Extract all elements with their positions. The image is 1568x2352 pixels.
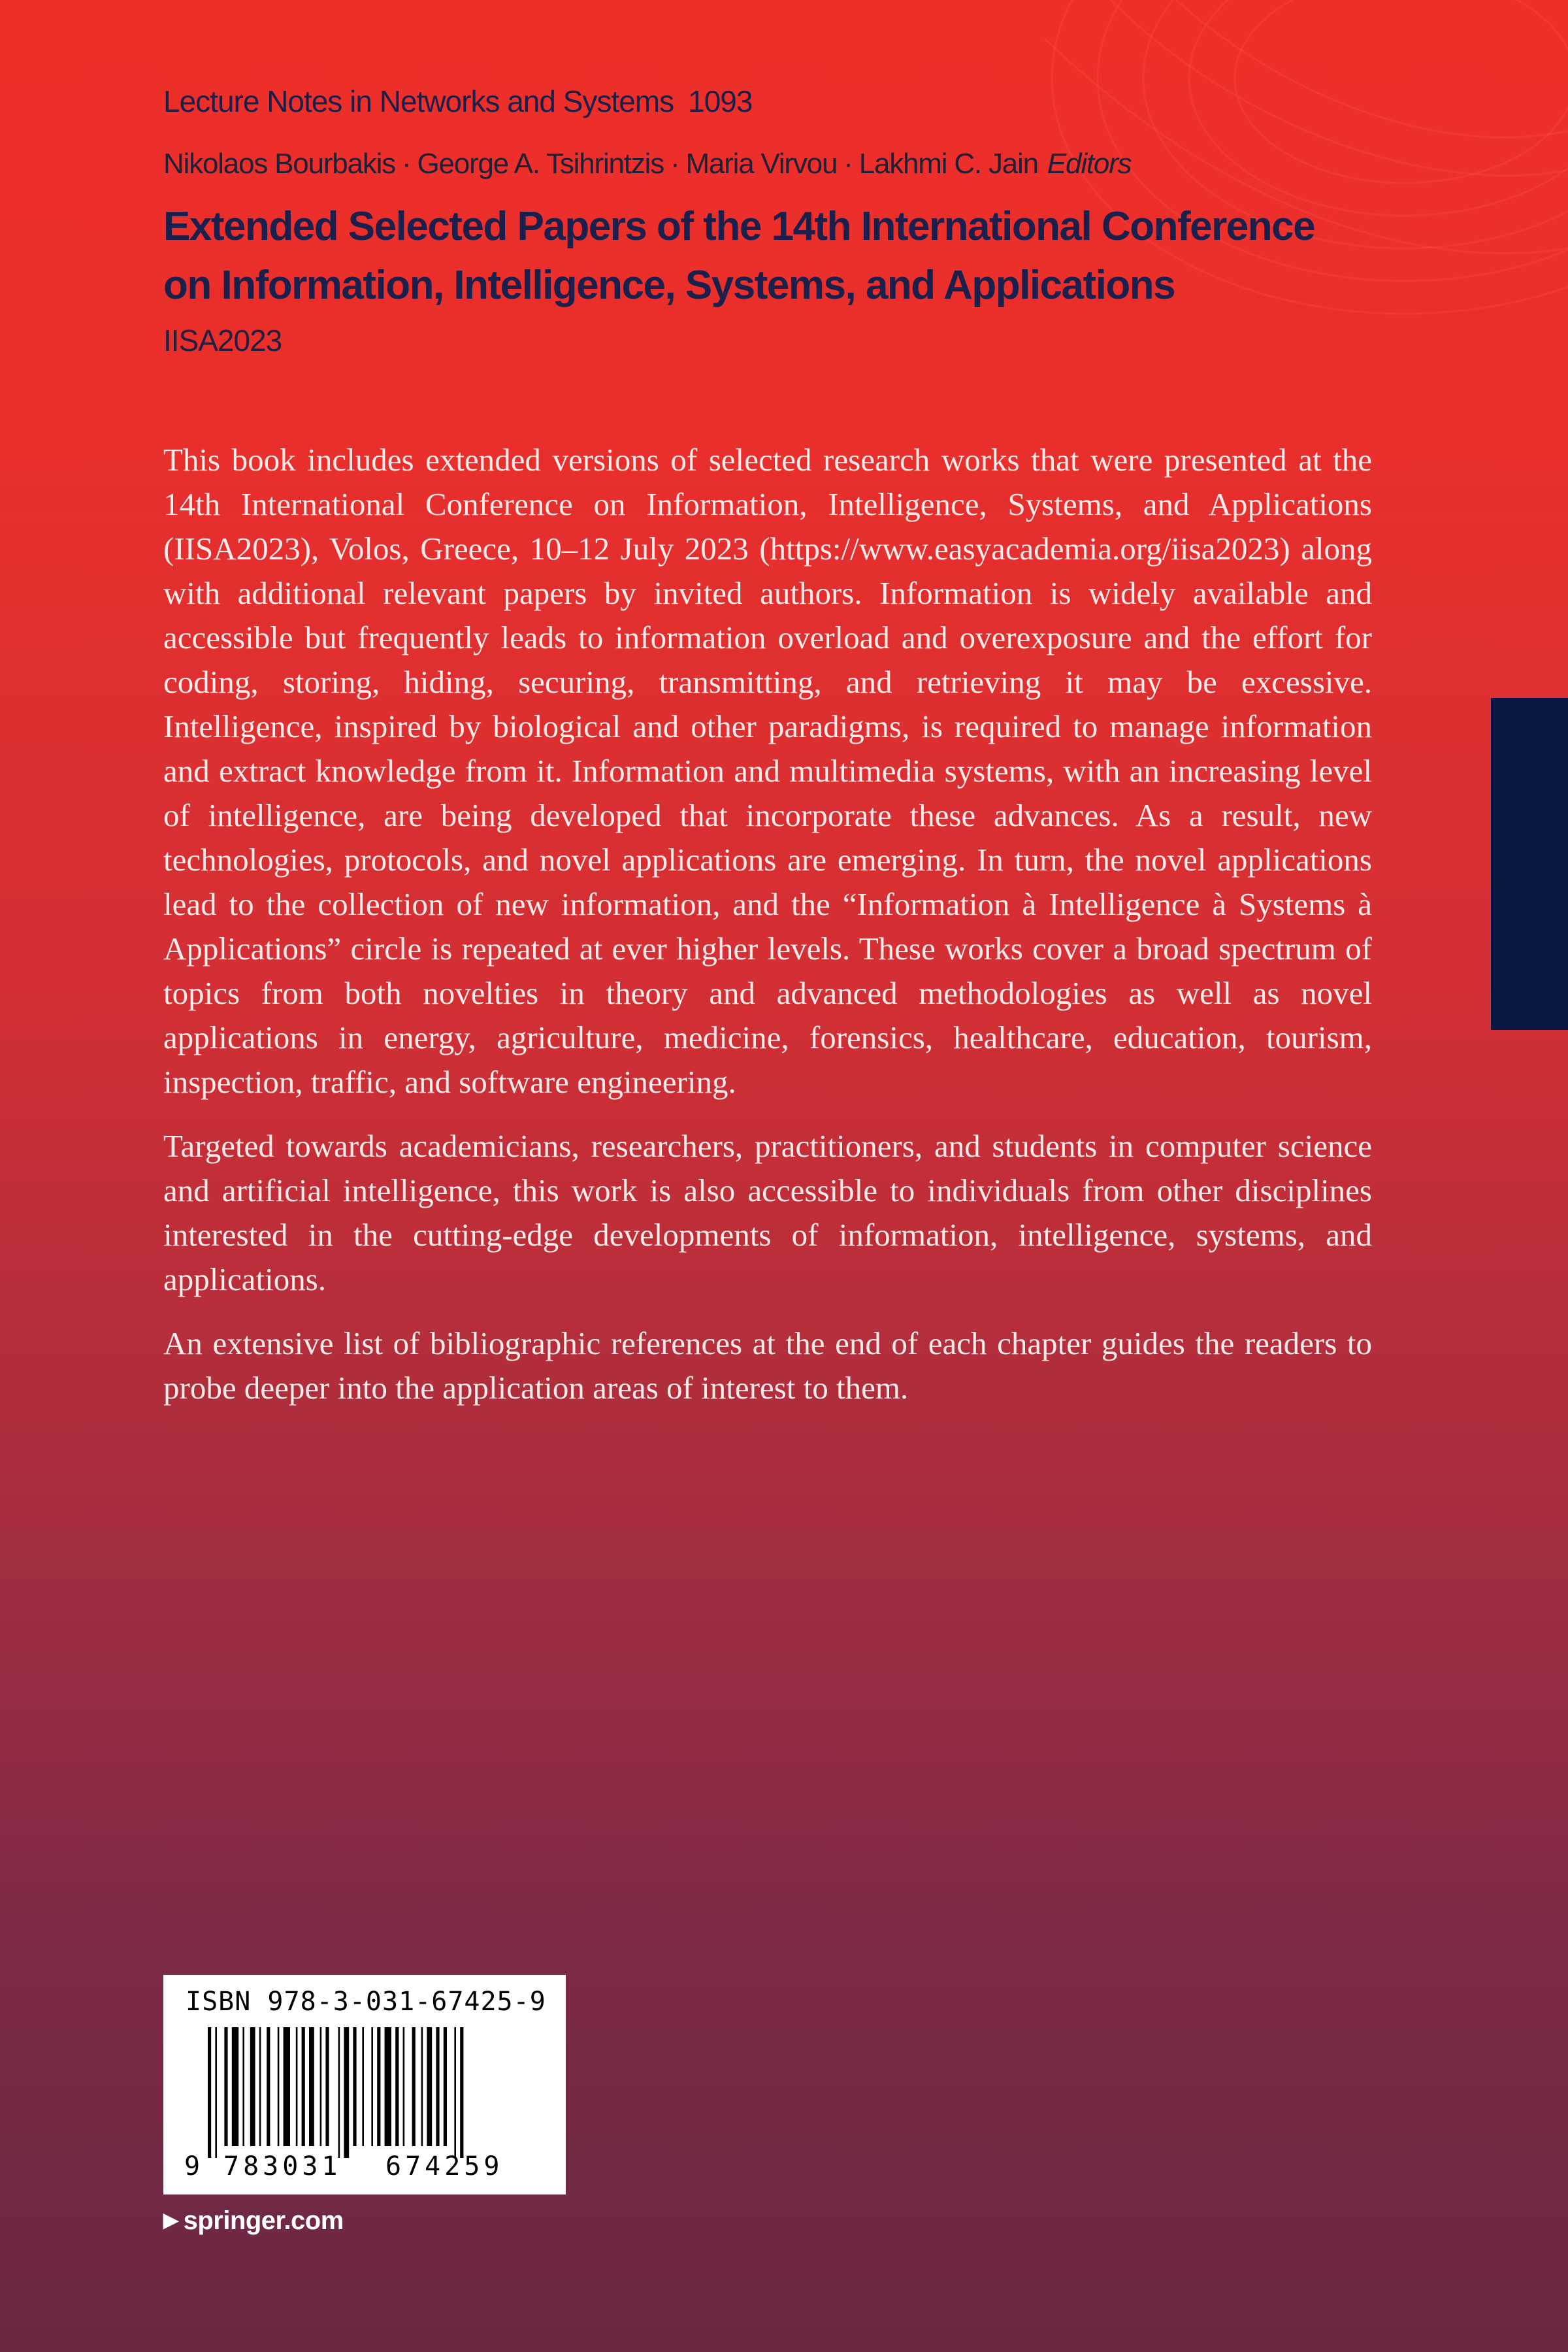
barcode-bar bbox=[460, 2027, 463, 2158]
editor-separator: · bbox=[670, 148, 679, 180]
barcode-bar bbox=[284, 2027, 290, 2146]
barcode-bar bbox=[344, 2027, 349, 2158]
barcode-bar bbox=[412, 2027, 416, 2146]
barcode-bar bbox=[309, 2027, 314, 2146]
barcode-bar bbox=[362, 2027, 364, 2146]
barcode-bar bbox=[208, 2027, 211, 2158]
series-heading bbox=[163, 84, 752, 119]
barcode-bar bbox=[320, 2027, 322, 2146]
barcode-bar bbox=[242, 2027, 244, 2146]
barcode-bar bbox=[444, 2027, 447, 2146]
editor-name: Nikolaos Bourbakis bbox=[163, 148, 396, 180]
description-paragraph-1: This book includes extended versions of selected research works that were presented at the 14th International Conference on Information, Intelligence, Systems, and Applications (IISA2023), Volos, Greece, 10–12 July 2023 (https://www.easyacademia.org/iisa2023) along with additional relevant papers by invited authors. Information is widely available and accessible but frequently leads to information overload and overexposure and the effort for coding, storing, hiding, securing, transmitting, and retrieving it may be excessive. Intelligence, inspired by biological and other paradigms, is required to manage information and extract knowledge from it. Information and multimedia systems, with an increasing level of intelligence, are being developed that incorporate these advances. As a result, new technologies, protocols, and novel applications are emerging. In turn, the novel applications lead to the collection of new information, and the “Information à Intelligence à Systems à Applications” circle is repeated at ever higher levels. These works cover a broad spectrum of topics from both novelties in theory and advanced methodologies as well as novel applications in energy, agriculture, medicine, forensics, healthcare, education, tourism, inspection, traffic, and software engineering. bbox=[163, 442, 1372, 1100]
book-subtitle: IISA2023 bbox=[163, 323, 282, 357]
barcode-bar bbox=[296, 2027, 298, 2146]
spine-color-tab bbox=[1491, 698, 1568, 1030]
barcode-bar bbox=[278, 2027, 280, 2146]
barcode-bar bbox=[259, 2027, 261, 2146]
editor-name: Lakhmi C. Jain bbox=[858, 148, 1038, 180]
publisher-link[interactable] bbox=[163, 2206, 344, 2236]
isbn-label: ISBN 978-3-031-67425-9 bbox=[186, 1987, 546, 2017]
barcode-bar bbox=[267, 2027, 270, 2146]
barcode-bar bbox=[325, 2027, 329, 2146]
barcode-bar bbox=[436, 2027, 439, 2146]
book-title-line-2: on Information, Intelligence, Systems, and Applications bbox=[163, 263, 1175, 308]
editors-role-label: Editors bbox=[1047, 148, 1132, 180]
barcode-bar bbox=[377, 2027, 380, 2146]
barcode-bar bbox=[385, 2027, 391, 2146]
barcode bbox=[182, 2027, 547, 2181]
volume-number: 1093 bbox=[688, 84, 753, 118]
barcode-bar bbox=[215, 2027, 217, 2158]
triangle-right-icon: ▶ bbox=[163, 2210, 178, 2231]
barcode-bar bbox=[224, 2027, 227, 2146]
barcode-bar bbox=[232, 2027, 238, 2146]
barcode-digits-left: 783031 bbox=[223, 2151, 342, 2181]
description-paragraph-2: Targeted towards academicians, researchers, practitioners, and students in computer science and artificial intelligence, this work is also accessible to individuals from other disciplines interested in the cutting-edge developments of information, intelligence, systems, and applications. bbox=[163, 1128, 1372, 1297]
editor-name: Maria Virvou bbox=[685, 148, 838, 180]
barcode-digit-lead: 9 bbox=[184, 2151, 201, 2181]
barcode-bar bbox=[302, 2027, 305, 2146]
book-description bbox=[163, 438, 1372, 1430]
barcode-bar bbox=[403, 2027, 405, 2146]
barcode-bar bbox=[353, 2027, 356, 2146]
description-paragraph-3: An extensive list of bibliographic references at the end of each chapter guides the readers to probe deeper into the application areas of interest to them. bbox=[163, 1325, 1372, 1406]
barcode-bar bbox=[338, 2027, 340, 2158]
barcode-bar bbox=[250, 2027, 255, 2146]
book-title-line-1: Extended Selected Papers of the 14th International Conference bbox=[163, 204, 1315, 249]
barcode-bar bbox=[454, 2027, 456, 2158]
editor-separator: · bbox=[843, 148, 853, 180]
barcode-bar bbox=[371, 2027, 373, 2146]
barcode-bar bbox=[421, 2027, 423, 2146]
barcode-digits-right: 674259 bbox=[385, 2151, 504, 2181]
editors-line bbox=[163, 148, 1131, 180]
editor-separator: · bbox=[402, 148, 411, 180]
series-name: Lecture Notes in Networks and Systems bbox=[163, 84, 674, 118]
isbn-barcode-box bbox=[163, 1975, 566, 2195]
book-title bbox=[163, 197, 1405, 315]
barcode-bar bbox=[427, 2027, 432, 2146]
barcode-bar bbox=[395, 2027, 399, 2146]
editor-name: George A. Tsihrintzis bbox=[417, 148, 664, 180]
publisher-url: springer.com bbox=[183, 2206, 344, 2235]
